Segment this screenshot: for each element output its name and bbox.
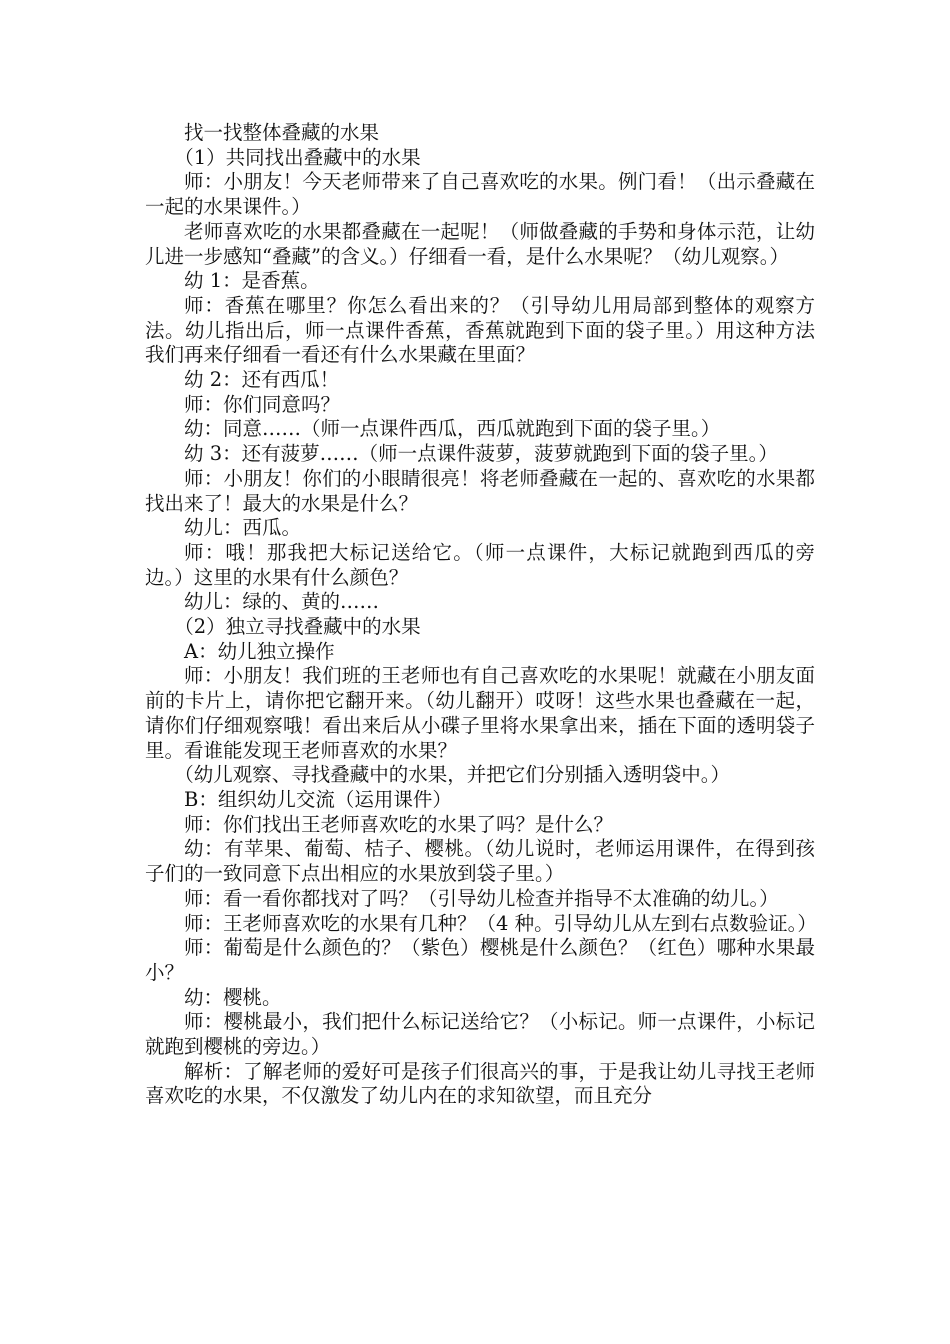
paragraph: 师：你们同意吗？ <box>184 392 341 416</box>
paragraph: 幼：同意……（师一点课件西瓜，西瓜就跑到下面的袋子里。） <box>184 417 721 441</box>
paragraph: A：幼儿独立操作 <box>184 639 335 663</box>
subsection-heading: （1）共同找出叠藏中的水果 <box>174 145 421 169</box>
section-heading: 找一找整体叠藏的水果 <box>184 121 380 144</box>
paragraph: 幼 3：还有菠萝……（师一点课件菠萝，菠萝就跑到下面的袋子里。） <box>184 442 778 466</box>
paragraph: 幼：樱桃。 <box>184 985 282 1009</box>
paragraph: 老师喜欢吃的水果都叠藏在一起呢！（师做叠藏的手势和身体示范，让幼儿进一步感知“叠藏”的含义。）仔细看一看，是什么水果呢？（幼儿观察。） <box>145 219 815 268</box>
paragraph: 幼儿：西瓜。 <box>184 516 302 540</box>
document-body <box>145 121 815 1109</box>
paragraph: 师：你们找出王老师喜欢吃的水果了吗？是什么？ <box>184 812 614 836</box>
paragraph: 幼儿：绿的、黄的…… <box>184 590 380 614</box>
paragraph: 幼 2：还有西瓜！ <box>184 368 340 392</box>
paragraph: 师：小朋友！你们的小眼睛很亮！将老师叠藏在一起的、喜欢吃的水果都找出来了！最大的水果是什么？ <box>145 466 815 515</box>
paragraph: 师：小朋友！今天老师带来了自己喜欢吃的水果。例门看！（出示叠藏在一起的水果课件。） <box>145 170 815 219</box>
subsection-heading: （2）独立寻找叠藏中的水果 <box>174 615 421 639</box>
paragraph: （幼儿观察、寻找叠藏中的水果，并把它们分别插入透明袋中。） <box>174 763 731 787</box>
paragraph: 解析：了解老师的爱好可是孩子们很高兴的事，于是我让幼儿寻找王老师喜欢吃的水果，不仅激发了幼儿内在的求知欲望，而且充分 <box>145 1059 815 1108</box>
paragraph: 师：葡萄是什么颜色的？（紫色）樱桃是什么颜色？（红色）哪种水果最小？ <box>145 936 815 984</box>
paragraph: 师：哦！那我把大标记送给它。（师一点课件，大标记就跑到西瓜的旁边。）这里的水果有什么颜色？ <box>145 540 815 589</box>
paragraph: 师：樱桃最小，我们把什么标记送给它？（小标记。师一点课件，小标记就跑到樱桃的旁边。） <box>145 1010 815 1059</box>
paragraph: B：组织幼儿交流（运用课件） <box>184 787 452 811</box>
paragraph: 师：小朋友！我们班的王老师也有自己喜欢吃的水果呢！就藏在小朋友面前的卡片上，请你把它翻开来。（幼儿翻开）哎呀！这些水果也叠藏在一起，请你们仔细观察哦！看出来后从小碟子里将水果拿出来，插在下面的透明袋子里。看谁能发现王老师喜欢的水果？ <box>145 664 815 762</box>
paragraph: 师：香蕉在哪里？你怎么看出来的？（引导幼儿用局部到整体的观察方法。幼儿指出后，师一点课件香蕉，香蕉就跑到下面的袋子里。）用这种方法我们再来仔细看一看还有什么水果藏在里面？ <box>145 293 815 367</box>
paragraph: 师：看一看你都找对了吗？（引导幼儿检查并指导不太准确的幼儿。） <box>184 886 779 910</box>
paragraph: 幼 1：是香蕉。 <box>184 269 320 293</box>
paragraph: 师：王老师喜欢吃的水果有几种？（4 种。引导幼儿从左到右点数验证。） <box>184 911 817 935</box>
paragraph: 幼：有苹果、葡萄、桔子、樱桃。（幼儿说时，老师运用课件，在得到孩子们的一致同意下点出相应的水果放到袋子里。） <box>145 837 815 886</box>
